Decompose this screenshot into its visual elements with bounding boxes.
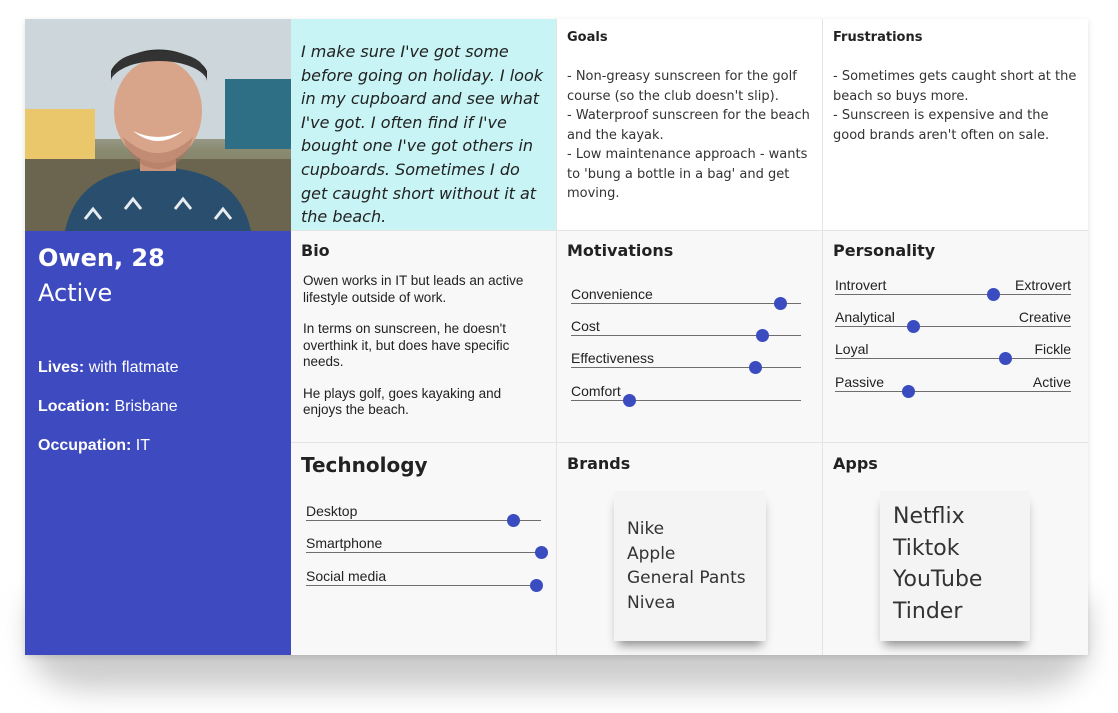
frustrations-panel	[823, 19, 1088, 231]
slider-right-label: Extrovert	[1014, 277, 1071, 293]
frustrations-list	[833, 67, 1081, 145]
personality-panel	[823, 231, 1088, 443]
brands-title: Brands	[567, 454, 631, 473]
fact-lives	[38, 359, 179, 377]
slider-track	[306, 585, 541, 586]
slider-track	[835, 294, 1071, 295]
bio-text	[303, 273, 543, 434]
slider-label: Convenience	[571, 286, 653, 302]
slider-label: Desktop	[306, 503, 358, 519]
slider-knob	[756, 329, 769, 342]
persona-photo	[25, 19, 291, 231]
technology-slider	[306, 535, 541, 567]
motivation-slider	[571, 350, 801, 382]
personality-title: Personality	[833, 241, 936, 260]
bio-title: Bio	[301, 241, 330, 260]
slider-knob	[907, 320, 920, 333]
slider-knob	[774, 297, 787, 310]
personality-slider	[835, 309, 1071, 341]
persona-type: Active	[38, 279, 113, 307]
frustrations-title: Frustrations	[833, 30, 923, 45]
fact-value: IT	[135, 437, 151, 454]
persona-quote: I make sure I've got some before going on holiday. I look in my cupboard and see what I've got. I often find if I've bought one I've got others in cupboards. Sometimes I do get caught short without it at the beach.	[301, 42, 543, 227]
technology-slider	[306, 568, 541, 600]
app-item: Tiktok	[893, 535, 960, 561]
app-item: YouTube	[893, 567, 983, 592]
fact-occupation	[38, 437, 150, 455]
persona-profile	[25, 231, 291, 655]
slider-track	[306, 520, 541, 521]
fact-value: Brisbane	[114, 398, 178, 415]
slider-knob	[987, 288, 1000, 301]
slider-label: Comfort	[571, 383, 621, 399]
fact-location	[38, 398, 178, 416]
slider-label: Effectiveness	[571, 350, 655, 366]
slider-left-label: Loyal	[835, 341, 869, 357]
bio-paragraph: Owen works in IT but leads an active lifestyle outside of work.	[303, 273, 524, 305]
slider-right-label: Creative	[1018, 309, 1071, 325]
motivations-title: Motivations	[567, 241, 674, 260]
motivation-slider	[571, 383, 801, 415]
slider-right-label: Active	[1032, 374, 1071, 390]
apps-panel	[823, 443, 1088, 655]
slider-track	[571, 303, 801, 304]
slider-track	[835, 391, 1071, 392]
fact-label: Occupation:	[38, 437, 132, 454]
slider-left-label: Passive	[835, 374, 885, 390]
slider-label: Smartphone	[306, 535, 383, 551]
brands-panel	[557, 443, 823, 655]
slider-track	[835, 358, 1071, 359]
slider-knob	[507, 514, 520, 527]
technology-panel	[291, 443, 557, 655]
apps-note	[880, 491, 1030, 641]
slider-track	[571, 400, 801, 401]
slider-track	[835, 326, 1071, 327]
brand-item: General Pants	[627, 568, 746, 588]
app-item: Netflix	[893, 504, 965, 529]
persona-photo-illustration	[25, 19, 291, 231]
goals-list	[567, 67, 815, 204]
persona-card	[25, 19, 1088, 655]
frustration-item: - Sometimes gets caught short at the beach so buys more.	[833, 69, 1077, 104]
slider-knob	[623, 394, 636, 407]
app-item: Tinder	[893, 598, 963, 624]
slider-left-label: Introvert	[835, 277, 887, 293]
slider-label: Cost	[571, 318, 600, 334]
brand-item: Apple	[627, 543, 676, 564]
personality-slider	[835, 341, 1071, 373]
personality-slider	[835, 374, 1071, 406]
persona-name: Owen, 28	[38, 244, 165, 272]
slider-knob	[530, 579, 543, 592]
goal-item: - Non-greasy sunscreen for the golf course (so the club doesn't slip).	[567, 69, 797, 104]
bio-paragraph: He plays golf, goes kayaking and enjoys the beach.	[303, 385, 502, 417]
motivation-slider	[571, 286, 801, 318]
motivations-panel	[557, 231, 823, 443]
personality-slider	[835, 277, 1071, 309]
apps-title: Apps	[833, 454, 878, 473]
slider-track	[306, 552, 541, 553]
brand-item: Nivea	[627, 592, 676, 613]
fact-label: Location:	[38, 398, 110, 415]
fact-value: with flatmate	[88, 359, 179, 376]
brand-item: Nike	[627, 519, 665, 539]
technology-title: Technology	[301, 453, 428, 477]
goal-item: - Waterproof sunscreen for the beach and the kayak.	[567, 108, 810, 143]
frustration-item: - Sunscreen is expensive and the good brands aren't often on sale.	[833, 108, 1050, 143]
bio-paragraph: In terms on sunscreen, he doesn't overthink it, but does have specific needs.	[303, 321, 510, 369]
motivation-slider	[571, 318, 801, 350]
slider-track	[571, 367, 801, 368]
quote-panel	[291, 19, 557, 231]
slider-knob	[535, 546, 548, 559]
goals-panel	[557, 19, 823, 231]
technology-slider	[306, 503, 541, 535]
goal-item: - Low maintenance approach - wants to 'bung a bottle in a bag' and get moving.	[567, 147, 808, 201]
slider-right-label: Fickle	[1034, 341, 1071, 357]
goals-title: Goals	[567, 30, 608, 45]
bio-panel	[291, 231, 557, 443]
slider-knob	[902, 385, 915, 398]
slider-label: Social media	[306, 568, 387, 584]
brands-note	[614, 491, 766, 641]
slider-knob	[749, 361, 762, 374]
slider-left-label: Analytical	[835, 309, 895, 325]
fact-label: Lives:	[38, 359, 85, 376]
slider-knob	[999, 352, 1012, 365]
